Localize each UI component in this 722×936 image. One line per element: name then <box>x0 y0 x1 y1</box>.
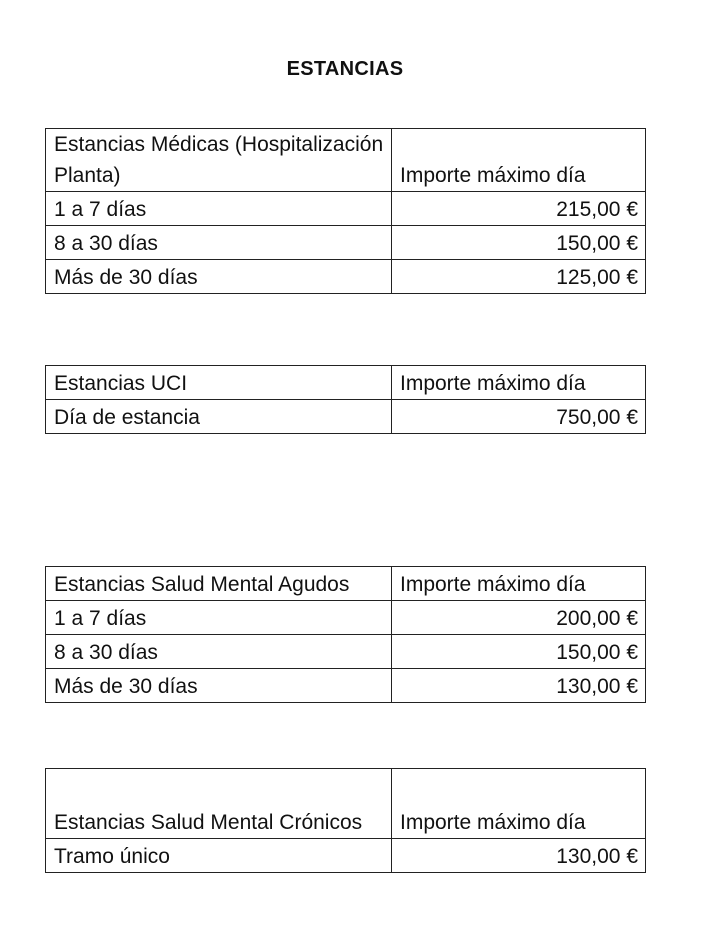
table-row <box>46 400 646 434</box>
estancias-salud-mental-agudos-table <box>45 566 646 703</box>
header-cell-amount: Importe máximo día <box>392 366 646 400</box>
table-row <box>46 226 646 260</box>
table-row <box>46 635 646 669</box>
header-cell-category: Estancias Salud Mental Agudos <box>46 567 392 601</box>
table-header-row <box>46 366 646 400</box>
table-header-row <box>46 129 646 192</box>
header-cell-amount: Importe máximo día <box>392 567 646 601</box>
row-label: 1 a 7 días <box>46 601 392 635</box>
row-label: Más de 30 días <box>46 260 392 294</box>
header-cell-amount: Importe máximo día <box>392 129 646 192</box>
row-amount: 130,00 € <box>392 839 646 873</box>
row-label: Día de estancia <box>46 400 392 434</box>
table-header-row <box>46 769 646 839</box>
table-header-row <box>46 567 646 601</box>
table-row <box>46 669 646 703</box>
row-amount: 150,00 € <box>392 226 646 260</box>
header-cell-category: Estancias Salud Mental Crónicos <box>46 769 392 839</box>
row-amount: 130,00 € <box>392 669 646 703</box>
row-amount: 200,00 € <box>392 601 646 635</box>
row-amount: 125,00 € <box>392 260 646 294</box>
page-title: ESTANCIAS <box>286 58 404 80</box>
row-amount: 150,00 € <box>392 635 646 669</box>
row-label: Más de 30 días <box>46 669 392 703</box>
row-label: Tramo único <box>46 839 392 873</box>
estancias-uci-table <box>45 365 646 434</box>
header-cell-category: Estancias Médicas (Hospitalización Planta) <box>46 129 392 192</box>
row-amount: 215,00 € <box>392 192 646 226</box>
row-label: 8 a 30 días <box>46 635 392 669</box>
table-row <box>46 839 646 873</box>
table-row <box>46 260 646 294</box>
estancias-salud-mental-cronicos-table <box>45 768 646 873</box>
row-label: 8 a 30 días <box>46 226 392 260</box>
header-cell-category: Estancias UCI <box>46 366 392 400</box>
table-row <box>46 601 646 635</box>
header-cell-amount: Importe máximo día <box>392 769 646 839</box>
estancias-medicas-table <box>45 128 646 294</box>
row-amount: 750,00 € <box>392 400 646 434</box>
row-label: 1 a 7 días <box>46 192 392 226</box>
table-row <box>46 192 646 226</box>
